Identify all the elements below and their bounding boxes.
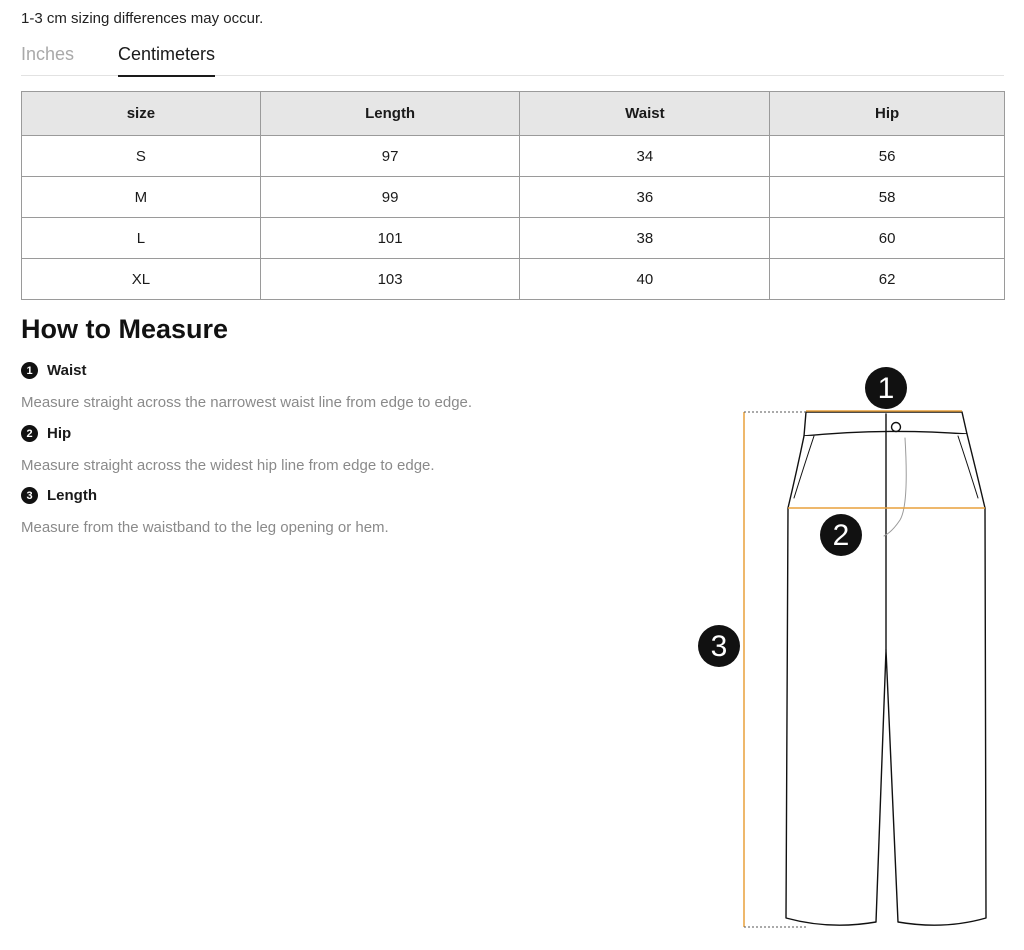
- svg-text:2: 2: [832, 519, 850, 552]
- how-to-measure-title: How to Measure: [21, 314, 229, 344]
- cell-length: 103: [260, 259, 520, 300]
- cell-size: S: [22, 136, 261, 177]
- header-hip: Hip: [770, 92, 1005, 136]
- step-length: [21, 487, 97, 504]
- cell-waist: 36: [520, 177, 770, 218]
- sizing-note: 1-3 cm sizing differences may occur.: [21, 10, 264, 27]
- tab-centimeters[interactable]: Centimeters: [118, 42, 215, 76]
- cell-waist: 40: [520, 259, 770, 300]
- cell-length: 97: [260, 136, 520, 177]
- marker-1-icon: [864, 366, 908, 410]
- step-label: Waist: [47, 362, 87, 379]
- cell-length: 99: [260, 177, 520, 218]
- step-label: Length: [47, 487, 97, 504]
- step-label: Hip: [47, 425, 72, 442]
- cell-waist: 34: [520, 136, 770, 177]
- step-description: Measure straight across the widest hip line from edge to edge.: [21, 457, 435, 474]
- header-waist: Waist: [520, 92, 770, 136]
- step-number-icon: 2: [21, 425, 38, 442]
- step-number-icon: 3: [21, 487, 38, 504]
- table-row: [22, 218, 1005, 259]
- marker-3-icon: [697, 624, 741, 668]
- cell-size: L: [22, 218, 261, 259]
- cell-size: M: [22, 177, 261, 218]
- cell-size: XL: [22, 259, 261, 300]
- header-size: size: [22, 92, 261, 136]
- cell-hip: 60: [770, 218, 1005, 259]
- table-row: [22, 136, 1005, 177]
- table-header-row: [22, 92, 1005, 136]
- header-length: Length: [260, 92, 520, 136]
- size-table: [21, 91, 1005, 300]
- svg-text:3: 3: [710, 630, 728, 663]
- svg-text:1: 1: [877, 372, 895, 405]
- step-hip: [21, 425, 71, 442]
- step-description: Measure straight across the narrowest waist line from edge to edge.: [21, 394, 473, 411]
- tab-inches[interactable]: Inches: [21, 44, 75, 64]
- marker-2-icon: [819, 513, 863, 557]
- cell-length: 101: [260, 218, 520, 259]
- step-description: Measure from the waistband to the leg opening or hem.: [21, 519, 389, 536]
- cell-hip: 58: [770, 177, 1005, 218]
- unit-tabs: [21, 42, 1004, 76]
- cell-waist: 38: [520, 218, 770, 259]
- table-row: [22, 259, 1005, 300]
- cell-hip: 62: [770, 259, 1005, 300]
- cell-hip: 56: [770, 136, 1005, 177]
- step-waist: [21, 362, 86, 379]
- step-number-icon: 1: [21, 362, 38, 379]
- table-row: [22, 177, 1005, 218]
